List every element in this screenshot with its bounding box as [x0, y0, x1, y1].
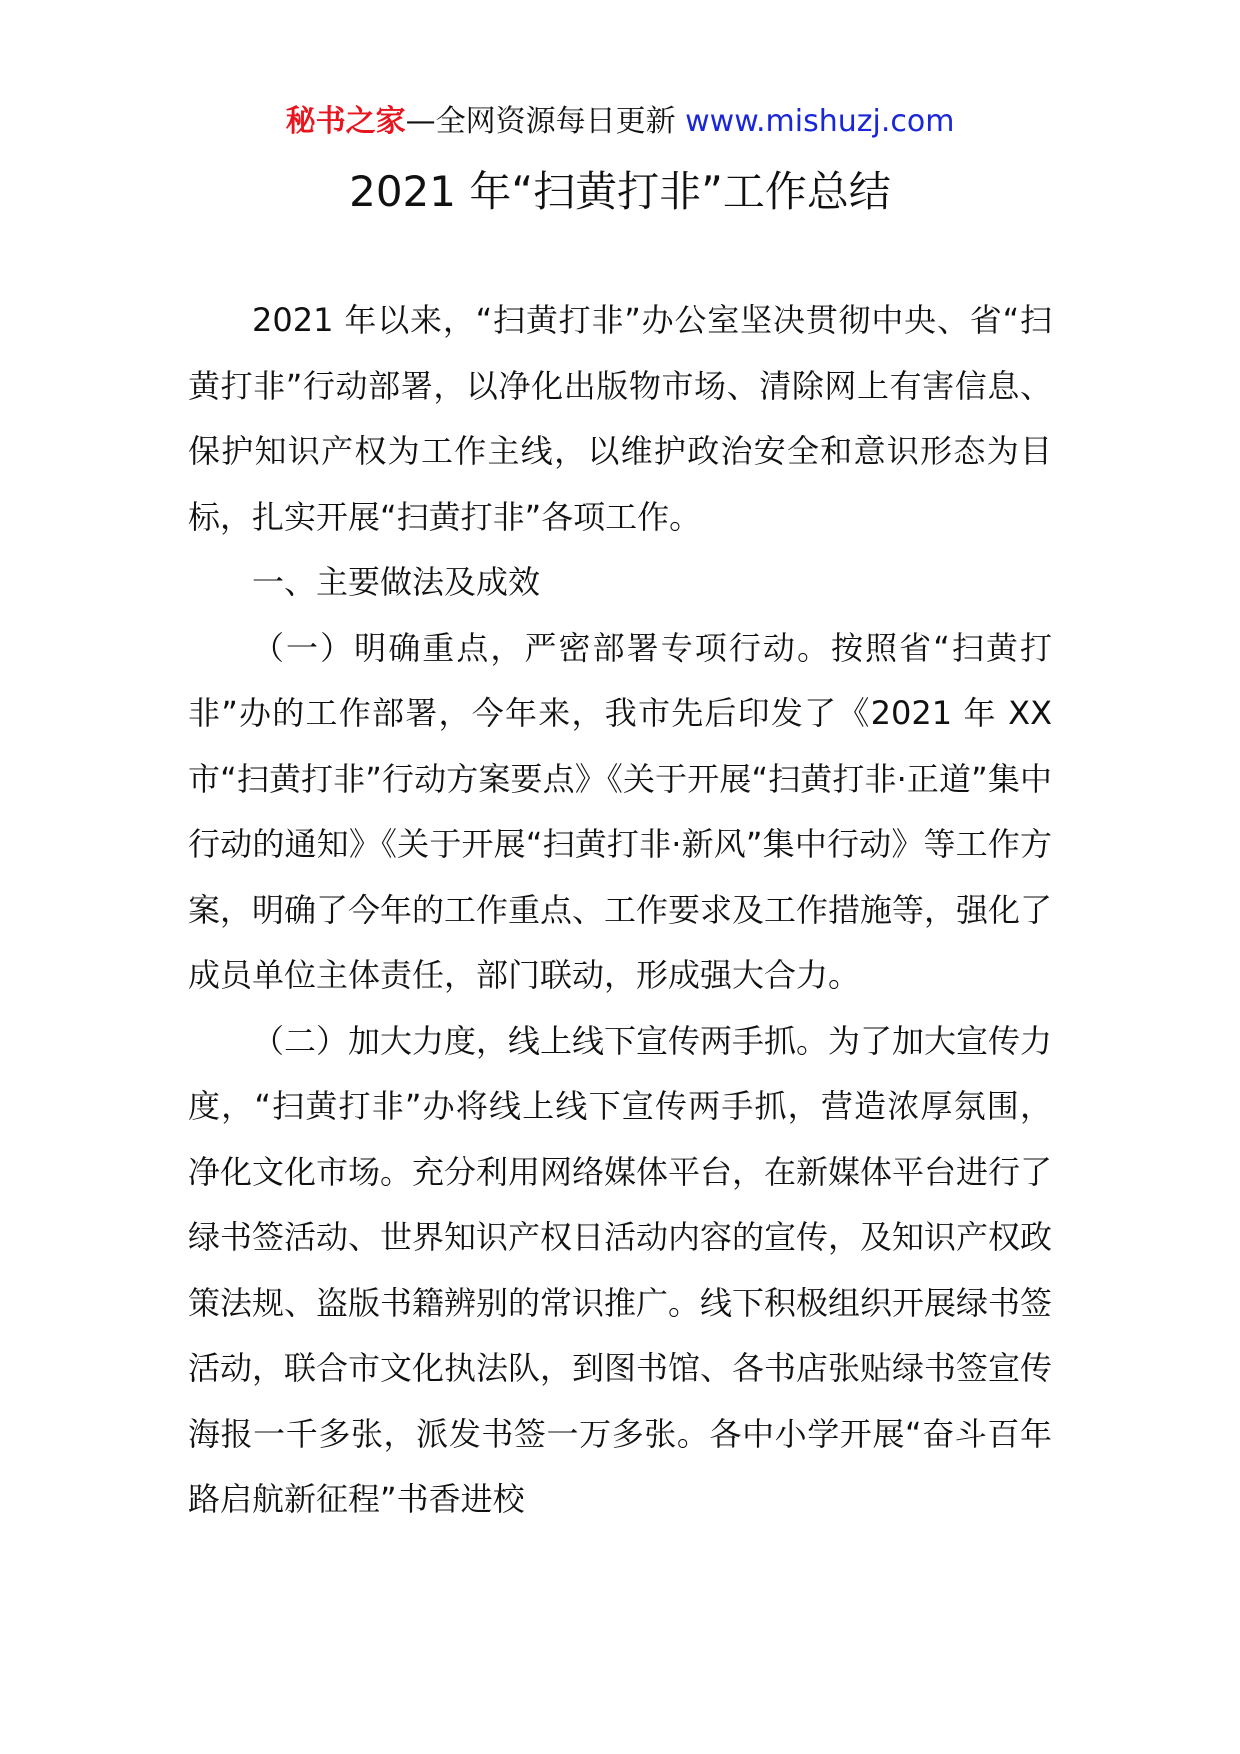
- site-url-link[interactable]: www.mishuzj.com: [685, 104, 955, 139]
- document-title: 2021 年“扫黄打非”工作总结: [349, 167, 891, 216]
- intro-paragraph: 2021 年以来，“扫黄打非”办公室坚决贯彻中央、省“扫黄打非”行动部署，以净化出版物市场、清除网上有害信息、保护知识产权为工作主线，以维护政治安全和意识形态为目标，扎实开展“扫黄打非”各项工作。: [188, 301, 1052, 536]
- site-slogan: —全网资源每日更新: [405, 104, 676, 139]
- document-body: [188, 288, 1052, 1533]
- section-heading-1: 一、主要做法及成效: [252, 563, 541, 601]
- site-header: [0, 100, 1240, 144]
- site-brand: 秘书之家: [285, 104, 406, 139]
- subsection-paragraph-1: （一）明确重点，严密部署专项行动。按照省“扫黄打非”办的工作部署，今年来，我市先后印发了《2021 年 XX 市“扫黄打非”行动方案要点》《关于开展“扫黄打非·正道”集中行动的通知》《关于开展“扫黄打非·新风”集中行动》等工作方案，明确了今年的工作重点、工作要求及工作措施等，强化了成员单位主体责任，部门联动，形成强大合力。: [188, 628, 1053, 994]
- subsection-paragraph-2: （二）加大力度，线上线下宣传两手抓。为了加大宣传力度，“扫黄打非”办将线上线下宣传两手抓，营造浓厚氛围，净化文化市场。充分利用网络媒体平台，在新媒体平台进行了绿书签活动、世界知识产权日活动内容的宣传，及知识产权政策法规、盗版书籍辨别的常识推广。线下积极组织开展绿书签活动，联合市文化执法队，到图书馆、各书店张贴绿书签宣传海报一千多张，派发书签一万多张。各中小学开展“奋斗百年路启航新征程”书香进校: [188, 1021, 1053, 1518]
